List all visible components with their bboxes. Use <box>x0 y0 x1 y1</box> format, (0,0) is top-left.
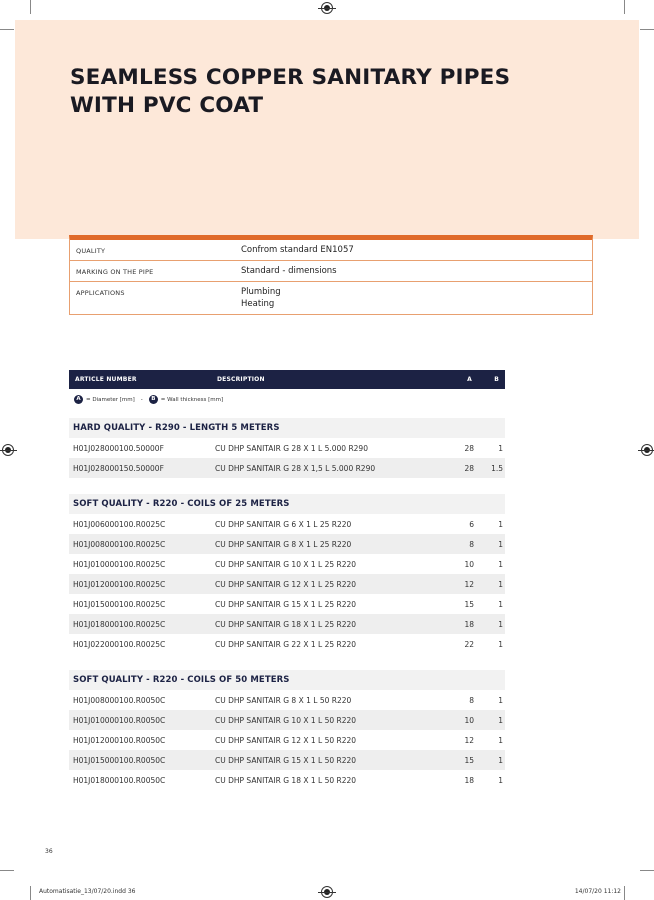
article-number: H01J018000100.R0025C <box>73 620 166 629</box>
table-row <box>69 574 505 594</box>
article-number: H01J010000100.R0025C <box>73 560 166 569</box>
description: CU DHP SANITAIR G 12 X 1 L 25 R220 <box>215 580 357 589</box>
diameter-value: 10 <box>464 716 474 725</box>
spec-label: QUALITY <box>76 247 106 255</box>
description: CU DHP SANITAIR G 10 X 1 L 50 R220 <box>215 716 357 725</box>
product-section <box>69 494 505 654</box>
table-row <box>69 458 505 478</box>
product-section <box>69 670 505 790</box>
registration-mark-icon <box>321 886 333 898</box>
wall-value: 1 <box>498 580 503 589</box>
article-number: H01J015000100.R0025C <box>73 600 166 609</box>
diameter-value: 6 <box>469 520 474 529</box>
diameter-value: 10 <box>464 560 474 569</box>
section-title: HARD QUALITY - R290 - LENGTH 5 METERS <box>69 418 505 438</box>
crop-mark <box>30 886 31 900</box>
wall-value: 1 <box>498 716 503 725</box>
description: CU DHP SANITAIR G 18 X 1 L 50 R220 <box>215 776 357 785</box>
article-number: H01J018000100.R0050C <box>73 776 166 785</box>
description: CU DHP SANITAIR G 8 X 1 L 50 R220 <box>215 696 352 705</box>
diameter-value: 18 <box>464 776 474 785</box>
column-header-b: B <box>494 376 499 383</box>
product-table-header <box>69 370 505 389</box>
legend-text: = Diameter [mm] <box>86 396 135 403</box>
product-section <box>69 418 505 478</box>
legend-separator: - <box>140 396 143 403</box>
description: CU DHP SANITAIR G 15 X 1 L 25 R220 <box>215 600 357 609</box>
diameter-value: 15 <box>464 756 474 765</box>
table-row <box>69 710 505 730</box>
diameter-value: 8 <box>469 540 474 549</box>
crop-mark <box>30 0 31 14</box>
wall-value: 1 <box>498 736 503 745</box>
page-number: 36 <box>45 848 53 855</box>
table-row <box>69 614 505 634</box>
crop-mark <box>640 29 654 30</box>
diameter-value: 12 <box>464 580 474 589</box>
description: CU DHP SANITAIR G 12 X 1 L 50 R220 <box>215 736 357 745</box>
wall-value: 1 <box>498 640 503 649</box>
diameter-value: 18 <box>464 620 474 629</box>
table-row <box>69 514 505 534</box>
description: CU DHP SANITAIR G 28 X 1,5 L 5.000 R290 <box>215 464 376 473</box>
footer-file-info: Automatisatie_13/07/20.indd 36 <box>39 888 136 895</box>
description: CU DHP SANITAIR G 10 X 1 L 25 R220 <box>215 560 357 569</box>
table-row <box>69 438 505 458</box>
wall-value: 1 <box>498 560 503 569</box>
article-number: H01J008000100.R0050C <box>73 696 166 705</box>
description: CU DHP SANITAIR G 22 X 1 L 25 R220 <box>215 640 357 649</box>
spec-table <box>69 235 593 315</box>
description: CU DHP SANITAIR G 18 X 1 L 25 R220 <box>215 620 357 629</box>
spec-row-applications <box>70 281 592 314</box>
crop-mark <box>0 870 14 871</box>
article-number: H01J015000100.R0050C <box>73 756 166 765</box>
spec-value: Plumbing <box>241 287 281 297</box>
description: CU DHP SANITAIR G 8 X 1 L 25 R220 <box>215 540 352 549</box>
crop-mark <box>640 870 654 871</box>
wall-value: 1.5 <box>491 464 503 473</box>
page-title: SEAMLESS COPPER SANITARY PIPES WITH PVC COAT <box>70 65 511 118</box>
wall-value: 1 <box>498 696 503 705</box>
description: CU DHP SANITAIR G 15 X 1 L 50 R220 <box>215 756 357 765</box>
diameter-value: 28 <box>464 464 474 473</box>
diameter-value: 12 <box>464 736 474 745</box>
description: CU DHP SANITAIR G 28 X 1 L 5.000 R290 <box>215 444 368 453</box>
section-title: SOFT QUALITY - R220 - COILS OF 50 METERS <box>69 670 505 690</box>
wall-value: 1 <box>498 540 503 549</box>
registration-mark-icon <box>2 444 14 456</box>
crop-mark <box>624 886 625 900</box>
article-number: H01J010000100.R0050C <box>73 716 166 725</box>
table-row <box>69 770 505 790</box>
table-row <box>69 594 505 614</box>
column-header-article: ARTICLE NUMBER <box>75 376 137 383</box>
column-header-description: DESCRIPTION <box>217 376 265 383</box>
article-number: H01J028000100.50000F <box>73 444 164 453</box>
wall-value: 1 <box>498 520 503 529</box>
spec-row-quality <box>70 240 592 260</box>
article-number: H01J012000100.R0050C <box>73 736 166 745</box>
article-number: H01J008000100.R0025C <box>73 540 166 549</box>
wall-value: 1 <box>498 756 503 765</box>
spec-value: Heating <box>241 299 275 309</box>
legend-text: = Wall thickness [mm] <box>160 396 224 403</box>
spec-value: Confrom standard EN1057 <box>241 245 354 255</box>
diameter-value: 8 <box>469 696 474 705</box>
table-row <box>69 750 505 770</box>
legend <box>74 395 223 404</box>
wall-value: 1 <box>498 600 503 609</box>
article-number: H01J006000100.R0025C <box>73 520 166 529</box>
registration-mark-icon <box>321 2 333 14</box>
section-title: SOFT QUALITY - R220 - COILS OF 25 METERS <box>69 494 505 514</box>
wall-thickness-symbol-icon: B <box>149 395 158 404</box>
table-row <box>69 690 505 710</box>
crop-mark <box>0 29 14 30</box>
description: CU DHP SANITAIR G 6 X 1 L 25 R220 <box>215 520 352 529</box>
spec-row-marking <box>70 260 592 281</box>
table-row <box>69 534 505 554</box>
registration-mark-icon <box>641 444 653 456</box>
spec-label: APPLICATIONS <box>76 289 125 297</box>
spec-value: Standard - dimensions <box>241 266 337 276</box>
article-number: H01J012000100.R0025C <box>73 580 166 589</box>
diameter-value: 15 <box>464 600 474 609</box>
diameter-value: 28 <box>464 444 474 453</box>
article-number: H01J022000100.R0025C <box>73 640 166 649</box>
diameter-value: 22 <box>464 640 474 649</box>
table-row <box>69 554 505 574</box>
article-number: H01J028000150.50000F <box>73 464 164 473</box>
spec-value-group <box>241 286 281 310</box>
table-row <box>69 634 505 654</box>
spec-label: MARKING ON THE PIPE <box>76 268 154 276</box>
column-header-a: A <box>467 376 472 383</box>
wall-value: 1 <box>498 776 503 785</box>
diameter-symbol-icon: A <box>74 395 83 404</box>
crop-mark <box>624 0 625 14</box>
footer-timestamp: 14/07/20 11:12 <box>574 888 621 895</box>
table-row <box>69 730 505 750</box>
hero-banner <box>15 20 639 239</box>
wall-value: 1 <box>498 444 503 453</box>
wall-value: 1 <box>498 620 503 629</box>
